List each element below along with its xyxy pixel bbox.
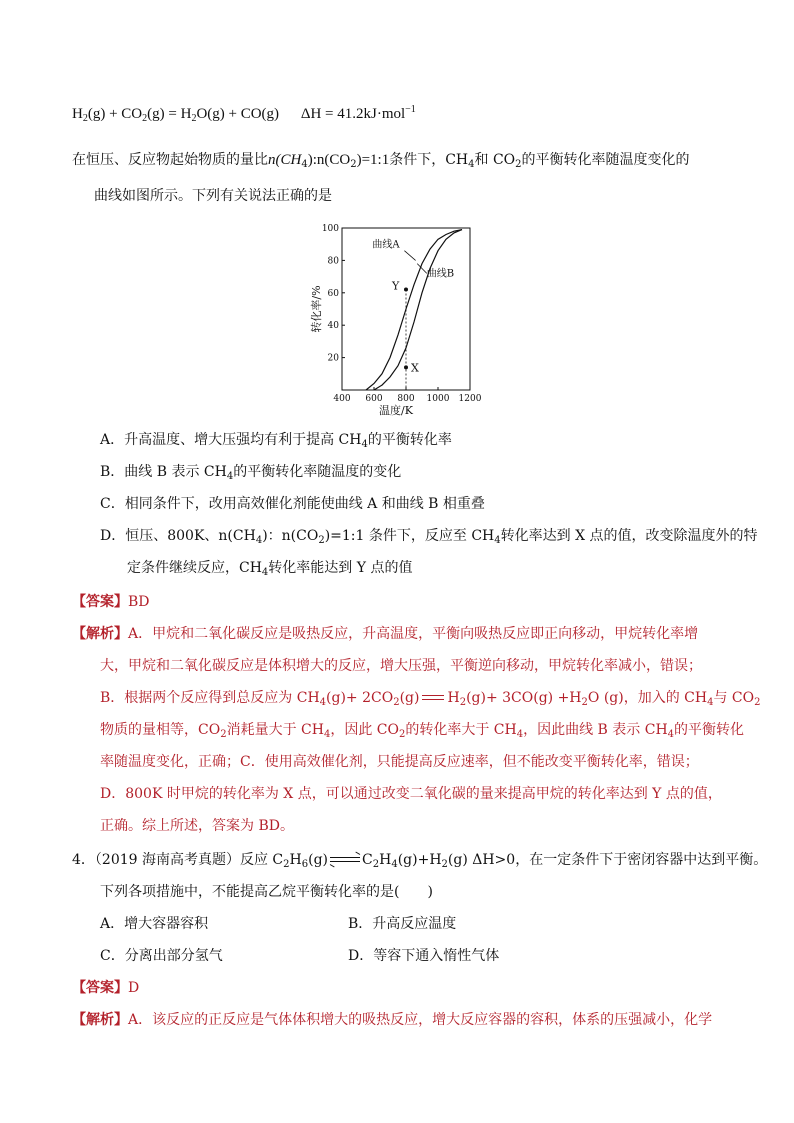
option-sub: 4 [261, 567, 269, 578]
point-label: Y [392, 279, 400, 293]
analysis-line5: 率随温度变化，正确；C．使用高效催化剂，只能提高反应速率，但不能改变平衡转化率，错误； [100, 754, 699, 770]
reversible-arrow-icon [330, 855, 360, 865]
q4-sub: 4 [391, 859, 398, 870]
stem-math: )=1:1 [356, 152, 390, 168]
option-sub: 4 [226, 471, 234, 482]
q4-option-a: A．增大容器容积 [100, 916, 209, 932]
option-sub: 4 [361, 439, 368, 450]
analysis-text: 与 CO [713, 690, 755, 706]
answer-block-2 [72, 978, 139, 998]
eq-text: O(g) + CO(g) [196, 106, 280, 122]
option-text: )：n(CO [262, 528, 319, 544]
analysis-sub: 4 [516, 729, 524, 740]
x-tick-label: 800 [397, 394, 415, 404]
option-a [100, 430, 452, 450]
q4-sub: 2 [372, 859, 380, 870]
q4-text: (g)+H [397, 852, 442, 868]
analysis-text: O (g)，加入的 CH [587, 690, 708, 706]
stem-text: 和 CO [474, 152, 516, 168]
analysis-text: B．根据两个反应得到总反应为 CH [100, 690, 320, 706]
analysis-line1 [72, 624, 698, 644]
y-tick-label: 80 [327, 256, 339, 267]
answer-block [72, 592, 150, 612]
analysis-tag: 【解析】 [72, 1012, 128, 1028]
analysis-text: 消耗量大于 CH [226, 722, 324, 738]
option-text: 的平衡转化率随温度的变化 [233, 464, 402, 480]
q4-text: H [379, 852, 392, 868]
answer-tag: 【答案】 [72, 980, 128, 996]
eq-sup: −1 [405, 104, 416, 115]
analysis-sub: 2 [754, 697, 761, 708]
option-text: )=1:1 条件下，反应至 CH [324, 528, 495, 544]
y-tick-label: 40 [327, 321, 339, 332]
stem-math: ):n(CO [307, 152, 351, 168]
question-stem-line1 [72, 150, 690, 170]
analysis-text: (g)+ 2CO [326, 690, 394, 706]
stem-sub: 4 [468, 159, 475, 170]
option-sub: 4 [494, 535, 501, 546]
x-tick-label: 1200 [458, 394, 482, 404]
option-text: A．升高温度、增大压强均有利于提高 CH [100, 432, 362, 448]
analysis-sub: 2 [581, 697, 588, 708]
analysis-sub: 4 [323, 729, 331, 740]
stem-sub: 4 [301, 159, 308, 170]
q4-text: (g) ΔH>0，在一定条件下于密闭容器中达到平衡。 [447, 852, 768, 868]
analysis-line3 [100, 688, 760, 708]
analysis-sub: 2 [220, 729, 227, 740]
analysis-text: ，因此曲线 B 表示 CH [523, 722, 668, 738]
series-leader [404, 251, 415, 261]
question4-line2: 下列各项措施中，不能提高乙烷平衡转化率的是( ) [100, 884, 433, 900]
series-label: 曲线B [426, 268, 455, 280]
stem-text: 的平衡转化率随温度变化的 [521, 152, 690, 168]
q4-sub: 2 [283, 859, 290, 870]
analysis-sub: 2 [398, 729, 406, 740]
q4-option-d: D．等容下通入惰性气体 [348, 948, 500, 964]
answer-value: BD [128, 594, 150, 610]
analysis-text: A．该反应的正反应是气体体积增大的吸热反应，增大反应容器的容积，体系的压强减小，化学 [128, 1012, 713, 1028]
conversion-chart [300, 218, 500, 418]
y-axis-label: 转化率/% [310, 285, 323, 333]
analysis-sub: 2 [459, 697, 467, 708]
x-axis-label: 温度/K [379, 404, 413, 417]
option-text: B．曲线 B 表示 CH [100, 464, 227, 480]
x-tick-label: 400 [333, 394, 351, 404]
analysis-sub: 4 [707, 697, 714, 708]
reaction-equation [72, 104, 416, 124]
stem-math: n(CH [268, 152, 302, 168]
q4-text: (g) [308, 852, 329, 868]
analysis-line4 [100, 720, 744, 740]
x-tick-label: 1000 [426, 394, 450, 404]
analysis-text: 物质的量相等，CO [100, 722, 221, 738]
option-text: D．恒压、800K、n(CH [100, 528, 256, 544]
analysis-tag: 【解析】 [72, 626, 128, 642]
analysis-text: (g)+ 3CO(g) +H [466, 690, 582, 706]
option-text: 的平衡转化率 [367, 432, 452, 448]
analysis-line2: 大，甲烷和二氧化碳反应是体积增大的反应，增大压强，平衡逆向移动，甲烷转化率减小，错误； [100, 658, 702, 674]
analysis-line7: 正确。综上所述，答案为 BD。 [100, 818, 294, 834]
enthalpy-text: ΔH = 41.2kJ·mol [300, 106, 406, 122]
analysis-text: A．甲烷和二氧化碳反应是吸热反应，升高温度，平衡向吸热反应即正向移动，甲烷转化率增 [128, 626, 699, 642]
option-c: C．相同条件下，改用高效催化剂能使曲线 A 和曲线 B 相重叠 [100, 496, 485, 512]
analysis2-line1 [72, 1010, 712, 1030]
analysis-text: 的平衡转化 [674, 722, 745, 738]
option-text: 转化率能达到 Y 点的值 [268, 560, 413, 576]
q4-text: 4．（2019 海南高考真题）反应 C [72, 852, 284, 868]
option-text: 转化率达到 X 点的值，改变除温度外的特 [500, 528, 758, 544]
eq-sub: 2 [142, 113, 148, 124]
stem-text: 条件下，CH [389, 152, 469, 168]
q4-text: H [289, 852, 302, 868]
q4-option-b: B．升高反应温度 [348, 916, 457, 932]
question-stem-line2: 曲线如图所示。下列有关说法正确的是 [94, 188, 332, 204]
answer-value: D [128, 980, 140, 996]
q4-text: C [362, 852, 373, 868]
analysis-text: (g) [399, 690, 420, 706]
stem-sub: 2 [350, 159, 357, 170]
analysis-text: 的转化率大于 CH [405, 722, 517, 738]
q4-option-c: C．分离出部分氢气 [100, 948, 223, 964]
eq-text: H [72, 106, 83, 122]
q4-sub: 6 [301, 859, 309, 870]
option-sub: 4 [255, 535, 263, 546]
option-d-line1 [100, 526, 758, 546]
y-tick-label: 20 [327, 353, 339, 364]
option-text: 定条件继续反应，CH [127, 560, 262, 576]
equilibrium-sign-icon [422, 693, 444, 703]
eq-text: (g) = H [147, 106, 192, 122]
y-tick-label: 100 [321, 224, 339, 234]
eq-text: (g) + CO [87, 106, 143, 122]
point-y [404, 288, 408, 292]
analysis-sub: 2 [393, 697, 400, 708]
answer-tag: 【答案】 [72, 594, 128, 610]
question4-line1 [72, 850, 767, 870]
eq-sub: 2 [82, 113, 88, 124]
option-sub: 2 [318, 535, 325, 546]
stem-sub: 2 [515, 159, 522, 170]
point-x [404, 365, 408, 369]
option-b [100, 462, 401, 482]
y-tick-label: 60 [327, 288, 339, 299]
analysis-sub: 4 [667, 729, 675, 740]
eq-sub: 2 [191, 113, 197, 124]
point-label: X [411, 361, 419, 375]
option-d-line2 [127, 558, 412, 578]
analysis-sub: 4 [319, 697, 327, 708]
q4-sub: 2 [441, 859, 448, 870]
analysis-text: H [447, 690, 460, 706]
x-tick-label: 600 [365, 394, 383, 404]
series-label: 曲线A [372, 239, 400, 251]
analysis-text: ，因此 CO [330, 722, 399, 738]
analysis-line6: D．800K 时甲烷的转化率为 X 点，可以通过改变二氧化碳的量来提高甲烷的转化率达到 Y 点的值， [100, 786, 722, 802]
stem-text: 在恒压、反应物起始物质的量比 [72, 152, 268, 168]
